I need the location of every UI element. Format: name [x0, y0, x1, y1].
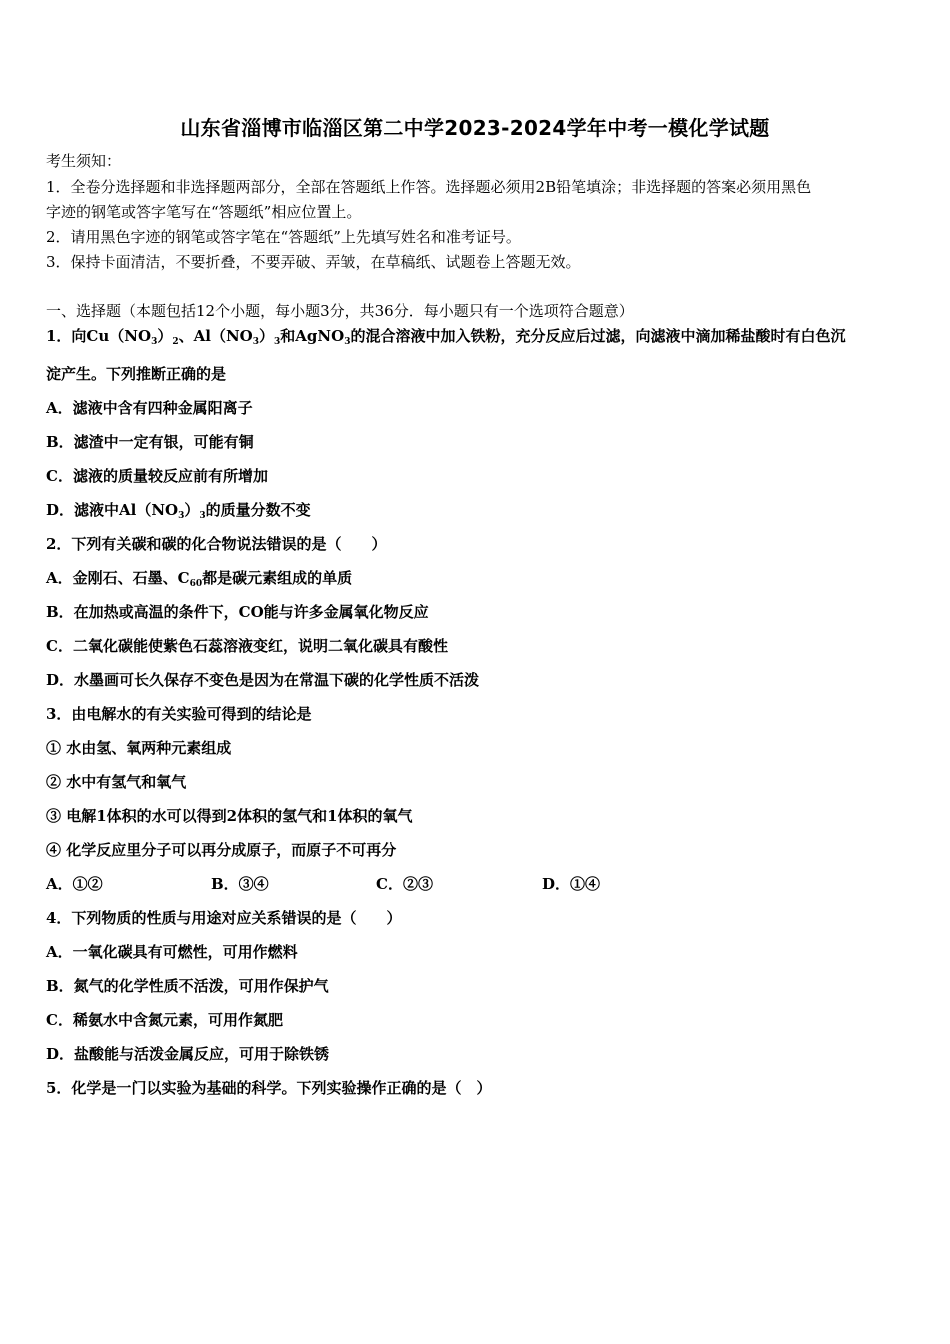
question-1-option-a: A．滤液中含有四种金属阳离子 [46, 399, 253, 417]
question-3-statement-4: ④ 化学反应里分子可以再分成原子，而原子不可再分 [46, 841, 397, 859]
question-3-statement-1: ① 水由氢、氧两种元素组成 [46, 739, 232, 757]
page-title: 山东省淄博市临淄区第二中学2023-2024学年中考一模化学试题 [180, 116, 770, 140]
question-3-option-b: B．③④ [211, 875, 269, 893]
question-1-stem-line-2: 淀产生。下列推断正确的是 [46, 365, 227, 383]
notice-item-1-line-1: 1．全卷分选择题和非选择题两部分，全部在答题纸上作答。选择题必须用2B铅笔填涂；非选择题的答案必须用黑色 [46, 178, 812, 196]
question-3-option-a: A．①② [46, 875, 103, 893]
question-1-option-b: B．滤渣中一定有银，可能有铜 [46, 433, 254, 451]
question-5-stem: 5．化学是一门以实验为基础的科学。下列实验操作正确的是（ ） [46, 1079, 492, 1097]
question-3-option-c: C．②③ [376, 875, 433, 893]
notice-item-2: 2．请用黑色字迹的钢笔或答字笔在“答题纸”上先填写姓名和准考证号。 [46, 228, 521, 246]
question-1-option-c: C．滤液的质量较反应前有所增加 [46, 467, 268, 485]
question-4-option-a: A．一氧化碳具有可燃性，可用作燃料 [46, 943, 298, 961]
section-heading: 一、选择题（本题包括12个小题，每小题3分，共36分．每小题只有一个选项符合题意） [46, 302, 634, 320]
question-4-option-d: D．盐酸能与活泼金属反应，可用于除铁锈 [46, 1045, 330, 1063]
question-2-option-b: B．在加热或高温的条件下，CO能与许多金属氧化物反应 [46, 603, 429, 621]
question-4-option-c: C．稀氨水中含氮元素，可用作氮肥 [46, 1011, 283, 1029]
question-4-option-b: B．氮气的化学性质不活泼，可用作保护气 [46, 977, 329, 995]
question-3-statement-2: ② 水中有氢气和氧气 [46, 773, 187, 791]
notice-item-3: 3．保持卡面清洁，不要折叠，不要弄破、弄皱，在草稿纸、试题卷上答题无效。 [46, 253, 581, 271]
question-3-stem: 3．由电解水的有关实验可得到的结论是 [46, 705, 312, 723]
question-3-option-d: D．①④ [542, 875, 601, 893]
question-3-statement-3: ③ 电解1体积的水可以得到2体积的氢气和1体积的氧气 [46, 807, 413, 825]
question-1-stem-line-1: 1．向$Cu(NO_3)_2$、$Al(NO_3)_3$和AgNO$_3$的混合溶液中加入铁粉，充分反应后过滤，向滤液中滴加稀盐酸时有白色沉 [46, 327, 846, 347]
notice-item-1-line-2: 字迹的钢笔或答字笔写在“答题纸”相应位置上。 [46, 203, 362, 221]
question-2-stem: 2．下列有关碳和碳的化合物说法错误的是（ ） [46, 535, 387, 553]
question-4-stem: 4．下列物质的性质与用途对应关系错误的是（ ） [46, 909, 402, 927]
question-2-option-a: A．金刚石、石墨、$C_{60}$都是碳元素组成的单质 [46, 569, 353, 589]
question-2-option-d: D．水墨画可长久保存不变色是因为在常温下碳的化学性质不活泼 [46, 671, 480, 689]
notice-heading: 考生须知： [46, 152, 122, 170]
question-1-option-d: D．滤液中$Al(NO_3)_3$的质量分数不变 [46, 501, 311, 521]
question-2-option-c: C．二氧化碳能使紫色石蕊溶液变红，说明二氧化碳具有酸性 [46, 637, 448, 655]
